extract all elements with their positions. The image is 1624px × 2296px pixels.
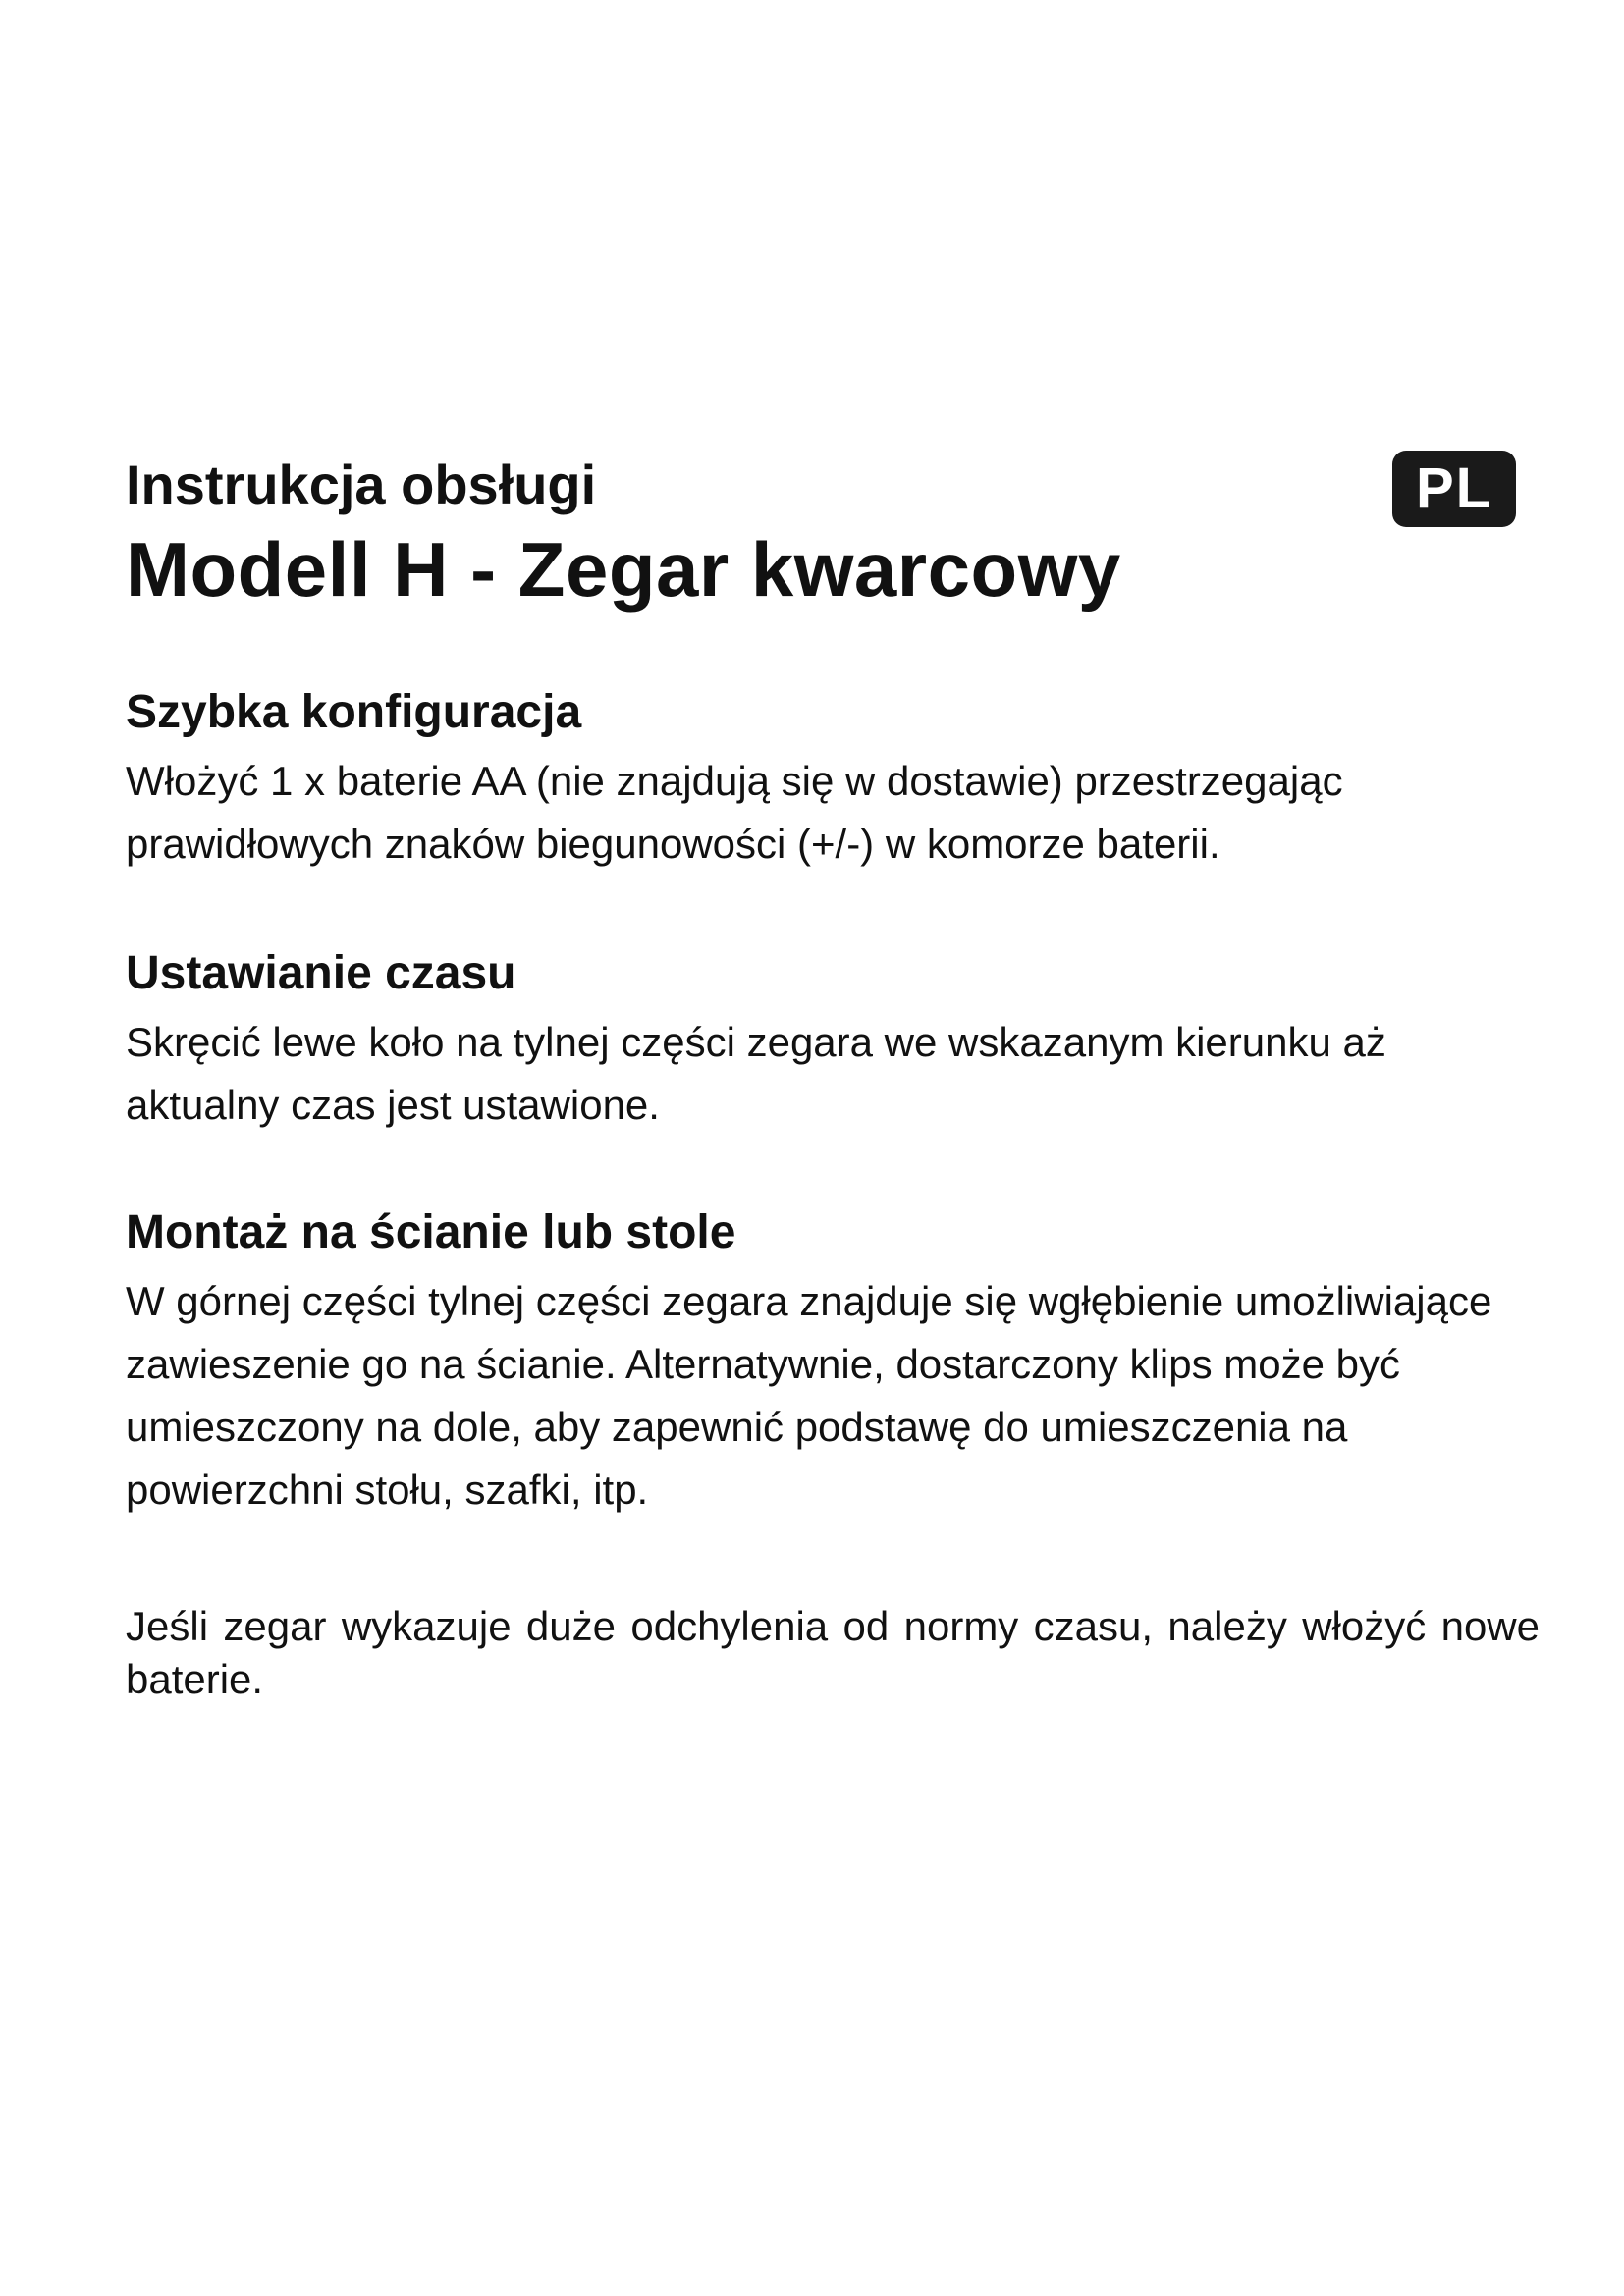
document-subtitle: Instrukcja obsługi bbox=[126, 454, 597, 515]
section-body: Skręcić lewe koło na tylnej części zegara we wskazanym kierunku aż aktualny czas jest ustawione. bbox=[126, 1019, 1386, 1128]
section-heading: Ustawianie czasu bbox=[126, 947, 516, 999]
section-mounting bbox=[126, 1205, 1540, 1522]
section-body: Włożyć 1 x baterie AA (nie znajdują się w dostawie) przestrzegając prawidłowych znaków biegunowości (+/-) w komorze baterii. bbox=[126, 758, 1343, 867]
section-quick-setup bbox=[126, 685, 1540, 876]
document-header bbox=[126, 454, 1520, 614]
section-heading: Montaż na ścianie lub stole bbox=[126, 1206, 736, 1258]
document-title: Modell H - Zegar kwarcowy bbox=[126, 526, 1121, 613]
section-time-setting bbox=[126, 946, 1540, 1137]
section-heading: Szybka konfiguracja bbox=[126, 686, 582, 738]
section-body: W górnej części tylnej części zegara znajduje się wgłębienie umożliwiające zawieszenie go na ścianie. Alternatywnie, dostarczony klips może być umieszczony na dole, aby zapewnić podstawę do umieszczenia na powierzchni stołu, szafki, itp. bbox=[126, 1278, 1492, 1513]
battery-note: Jeśli zegar wykazuje duże odchylenia od normy czasu, należy włożyć nowe baterie. bbox=[126, 1603, 1540, 1702]
language-badge: PL bbox=[1392, 451, 1516, 527]
